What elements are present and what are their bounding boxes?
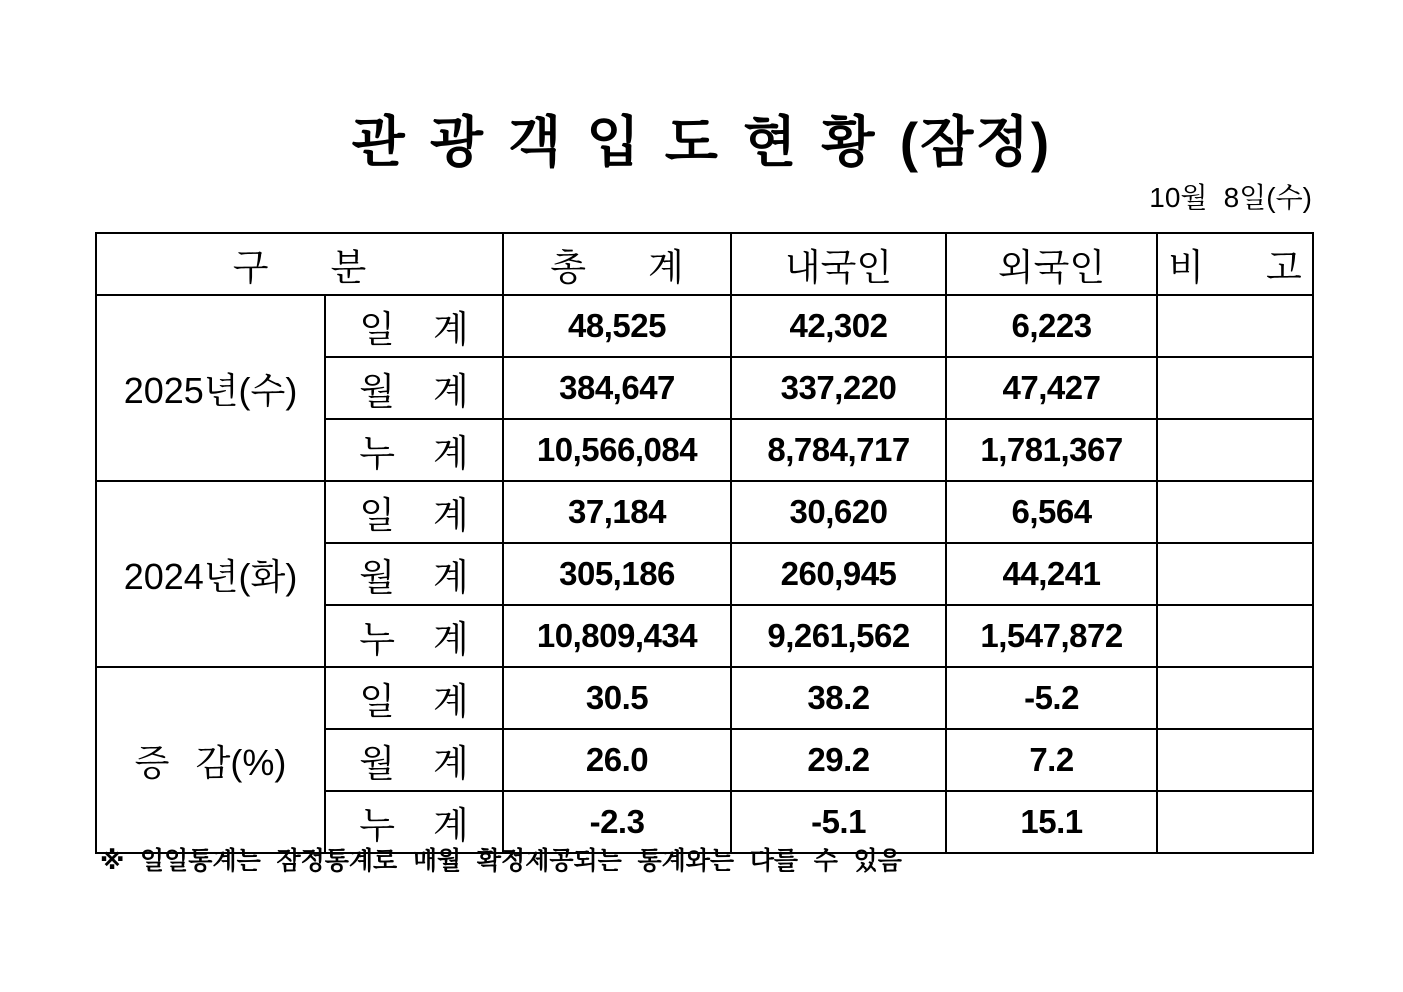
remarks-cell [1157, 729, 1313, 791]
value-foreign: 47,427 [946, 357, 1157, 419]
value-foreign: 15.1 [946, 791, 1157, 853]
remarks-cell [1157, 605, 1313, 667]
row-label-daily: 일 계 [325, 667, 503, 729]
value-domestic: 9,261,562 [731, 605, 946, 667]
report-date: 10월 8일(수) [1149, 182, 1312, 213]
remarks-cell [1157, 667, 1313, 729]
col-header-foreign: 외국인 [946, 233, 1157, 295]
value-domestic: -5.1 [731, 791, 946, 853]
col-header-total: 총 계 [503, 233, 731, 295]
row-label-cumulative: 누 계 [325, 419, 503, 481]
table-row [96, 667, 1313, 729]
remarks-cell [1157, 419, 1313, 481]
value-domestic: 260,945 [731, 543, 946, 605]
value-foreign: 1,781,367 [946, 419, 1157, 481]
value-foreign: 44,241 [946, 543, 1157, 605]
value-total: 30.5 [503, 667, 731, 729]
value-total: 26.0 [503, 729, 731, 791]
col-header-remarks: 비 고 [1157, 233, 1313, 295]
header-row [96, 233, 1313, 295]
value-foreign: 7.2 [946, 729, 1157, 791]
value-total: 305,186 [503, 543, 731, 605]
row-label-monthly: 월 계 [325, 357, 503, 419]
value-total: 384,647 [503, 357, 731, 419]
remarks-cell [1157, 357, 1313, 419]
row-label-cumulative: 누 계 [325, 605, 503, 667]
row-label-daily: 일 계 [325, 481, 503, 543]
value-total: 10,809,434 [503, 605, 731, 667]
value-foreign: 6,564 [946, 481, 1157, 543]
value-domestic: 29.2 [731, 729, 946, 791]
value-total: -2.3 [503, 791, 731, 853]
remarks-cell [1157, 543, 1313, 605]
value-foreign: -5.2 [946, 667, 1157, 729]
value-total: 10,566,084 [503, 419, 731, 481]
row-label-daily: 일 계 [325, 295, 503, 357]
remarks-cell [1157, 791, 1313, 853]
remarks-cell [1157, 481, 1313, 543]
footnote: ※ 일일통계는 잠정통계로 매월 확정제공되는 통계와는 다를 수 있음 [100, 847, 902, 875]
value-domestic: 42,302 [731, 295, 946, 357]
row-label-monthly: 월 계 [325, 543, 503, 605]
group-label-2024: 2024년(화) [96, 481, 325, 667]
col-header-domestic: 내국인 [731, 233, 946, 295]
table-row [96, 295, 1313, 357]
value-domestic: 337,220 [731, 357, 946, 419]
value-domestic: 38.2 [731, 667, 946, 729]
col-header-category: 구 분 [96, 233, 503, 295]
tourist-stats-table [95, 232, 1314, 854]
group-label-change-pct: 증 감(%) [96, 667, 325, 853]
table-row [96, 481, 1313, 543]
value-total: 48,525 [503, 295, 731, 357]
group-label-2025: 2025년(수) [96, 295, 325, 481]
value-foreign: 6,223 [946, 295, 1157, 357]
row-label-cumulative: 누 계 [325, 791, 503, 853]
value-domestic: 8,784,717 [731, 419, 946, 481]
value-total: 37,184 [503, 481, 731, 543]
document-title: 관 광 객 입 도 현 황 (잠정) [351, 111, 1052, 173]
value-domestic: 30,620 [731, 481, 946, 543]
remarks-cell [1157, 295, 1313, 357]
value-foreign: 1,547,872 [946, 605, 1157, 667]
row-label-monthly: 월 계 [325, 729, 503, 791]
